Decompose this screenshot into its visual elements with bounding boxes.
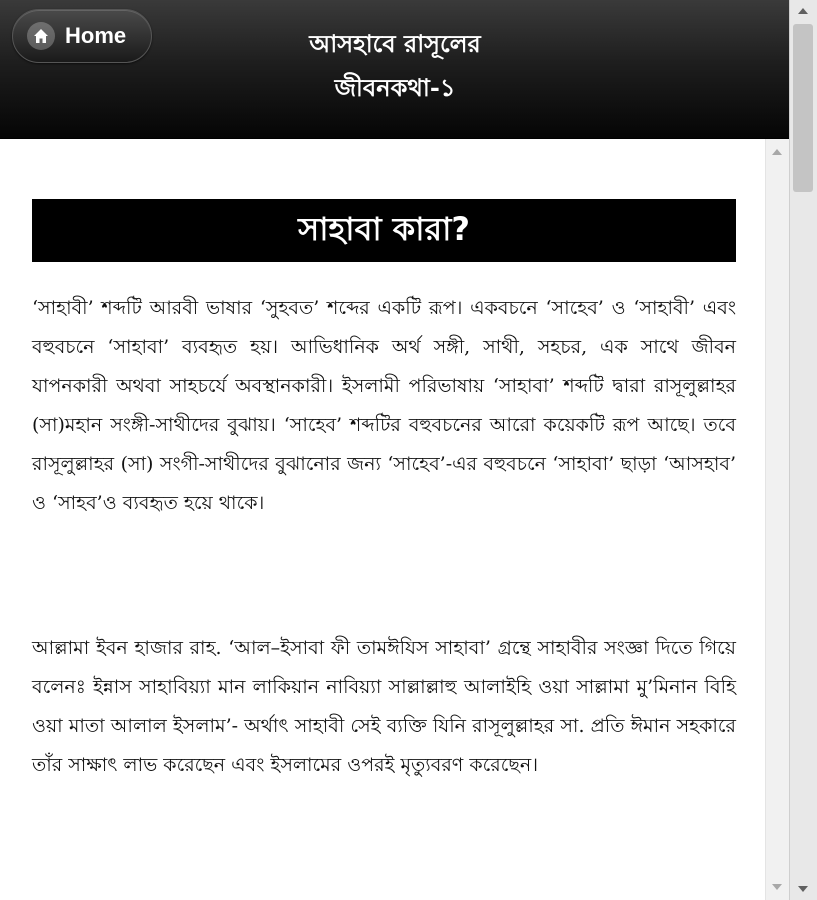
home-button[interactable] <box>12 9 152 63</box>
page-title-line1: আসহাবে রাসূলের <box>309 29 481 58</box>
section-heading-bar <box>32 199 736 262</box>
home-icon <box>27 22 55 50</box>
content-area <box>0 139 765 900</box>
arrow-down-icon[interactable] <box>798 886 808 892</box>
app-header <box>0 0 789 139</box>
scrollbar-thumb[interactable] <box>793 24 813 192</box>
arrow-down-icon[interactable] <box>772 884 782 890</box>
arrow-up-icon[interactable] <box>772 149 782 155</box>
article-paragraph-1: ‘সাহাবী’ শব্দটি আরবী ভাষার ‘সুহবত’ শব্দের একটি রূপ। একবচনে ‘সাহেব’ ও ‘সাহাবী’ এবং বহুবচনে ‘সাহাবা’ ব্যবহৃত হয়। আভিধানিক অর্থ সঙ্গী, সাথী, সহচর, এক সাথে জীবন যাপনকারী অথবা সাহচর্যে অবস্থানকারী। ইসলামী পরিভাষায় ‘সাহাবা’ শব্দটি দ্বারা রাসূলুল্লাহর (সা)মহান সংঙ্গী-সাথীদের বুঝায়। ‘সাহেব’ শব্দটির বহুবচনের আরো কয়েকটি রূপ আছে। তবে রাসূলুল্লাহর (সা) সংগী-সাথীদের বুঝানোর জন্য ‘সাহেব’-এর বহুবচনে ‘সাহাবা’ ছাড়া ‘আসহাব’ ও ‘সাহব’ও ব্যবহৃত হয়ে থাকে। <box>32 297 736 514</box>
page-title <box>220 22 570 110</box>
article-paragraph-2: আল্লামা ইবন হাজার রাহ. ‘আল–ইসাবা ফী তামঈযিস সাহাবা’ গ্রন্থে সাহাবীর সংজ্ঞা দিতে গিয়ে বলেনঃ ইন্নাস সাহাবিয়্যা মান লাকিয়ান নাবিয়্যা সাল্লাল্লাহু আলাইহি ওয়া সাল্লামা মু’মিনান বিহি ওয়া মাতা আলাল ইসলাম’- অর্থাৎ সাহাবী সেই ব্যক্তি যিনি রাসূলুল্লাহর সা. প্রতি ঈমান সহকারে তাঁর সাক্ষাৎ লাভ করেছেন এবং ইসলামের ওপরই মৃত্যুবরণ করেছেন। <box>32 637 736 776</box>
arrow-up-icon[interactable] <box>798 8 808 14</box>
page-title-line2: জীবনকথা-১ <box>334 73 456 102</box>
home-button-label: Home <box>65 23 127 48</box>
content-scrollbar[interactable] <box>765 139 789 900</box>
section-heading: সাহাবা কারা? <box>298 209 470 248</box>
window-scrollbar[interactable] <box>789 0 817 900</box>
